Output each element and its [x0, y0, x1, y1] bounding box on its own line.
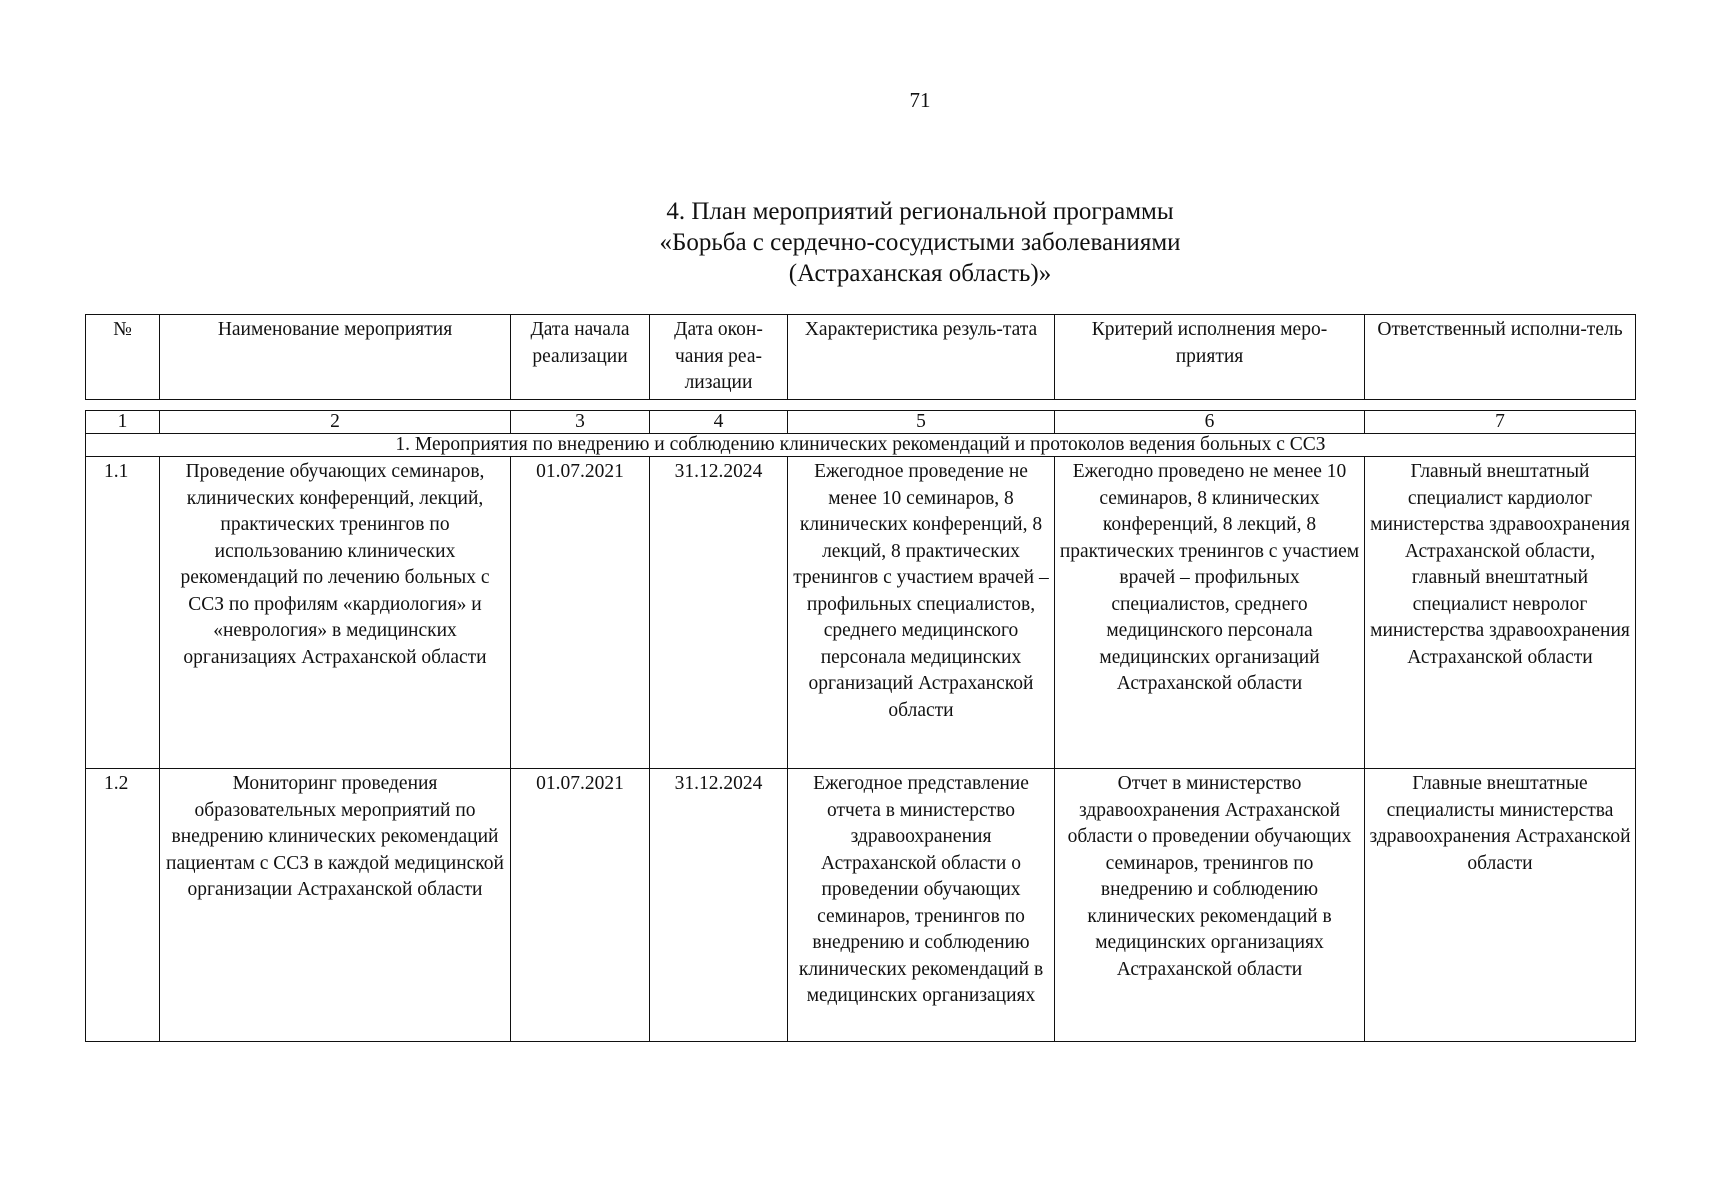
- title-line-2: «Борьба с сердечно-сосудистыми заболеваниями: [659, 229, 1181, 256]
- row-end-date: 31.12.2024: [650, 457, 788, 769]
- header-name: Наименование мероприятия: [160, 315, 511, 400]
- row-start-date: 01.07.2021: [511, 457, 650, 769]
- row-number: 1.2: [86, 769, 160, 1042]
- row-criterion: Отчет в министерство здравоохранения Астраханской области о проведении обучающих семинаров, тренингов по внедрению и соблюдению клинических рекомендаций в медицинских организациях Астраханской области: [1055, 769, 1365, 1042]
- row-result: Ежегодное проведение не менее 10 семинаров, 8 клинических конференций, 8 лекций, 8 практических тренингов с участием врачей – профильных специалистов, среднего медицинского персонала медицинских организаций Астраханской области: [788, 457, 1055, 769]
- column-number-row: [86, 411, 1636, 434]
- table-row: [86, 769, 1636, 1042]
- section-title: 1. Мероприятия по внедрению и соблюдению клинических рекомендаций и протоколов ведения больных с ССЗ: [86, 434, 1636, 457]
- column-number: 5: [788, 411, 1055, 434]
- column-number: 1: [86, 411, 160, 434]
- column-number: 2: [160, 411, 511, 434]
- row-responsible: Главные внештатные специалисты министерства здравоохранения Астраханской области: [1365, 769, 1636, 1042]
- title-line-3: (Астраханская область)»: [788, 260, 1052, 287]
- page-number: 71: [909, 88, 931, 112]
- column-number: 4: [650, 411, 788, 434]
- row-start-date: 01.07.2021: [511, 769, 650, 1042]
- header-criterion: Критерий исполнения меро-приятия: [1055, 315, 1365, 400]
- column-number: 6: [1055, 411, 1365, 434]
- row-name: Проведение обучающих семинаров, клинических конференций, лекций, практических тренингов по использованию клинических рекомендаций по лечению больных с ССЗ по профилям «кардиология» и «неврология» в медицинских организациях Астраханской области: [160, 457, 511, 769]
- plan-table: [85, 410, 1636, 1042]
- column-number: 3: [511, 411, 650, 434]
- document-title: [0, 196, 1719, 289]
- header-result: Характеристика резуль-тата: [788, 315, 1055, 400]
- row-responsible: Главный внештатный специалист кардиолог министерства здравоохранения Астраханской области, главный внештатный специалист невролог министерства здравоохранения Астраханской области: [1365, 457, 1636, 769]
- table-row: [86, 457, 1636, 769]
- header-responsible: Ответственный исполни-тель: [1365, 315, 1636, 400]
- header-start-date: Дата начала реализации: [511, 315, 650, 400]
- row-number: 1.1: [86, 457, 160, 769]
- row-name: Мониторинг проведения образовательных мероприятий по внедрению клинических рекомендаций пациентам с ССЗ в каждой медицинской организации Астраханской области: [160, 769, 511, 1042]
- header-row: [86, 315, 1636, 400]
- row-criterion: Ежегодно проведено не менее 10 семинаров, 8 клинических конференций, 8 лекций, 8 практических тренингов с участием врачей – профильных специалистов, среднего медицинского персонала медицинских организаций Астраханской области: [1055, 457, 1365, 769]
- header-end-date: Дата окон-чания реа-лизации: [650, 315, 788, 400]
- table-header: [85, 314, 1636, 400]
- row-end-date: 31.12.2024: [650, 769, 788, 1042]
- row-result: Ежегодное представление отчета в министерство здравоохранения Астраханской области о проведении обучающих семинаров, тренингов по внедрению и соблюдению клинических рекомендаций в медицинских организациях: [788, 769, 1055, 1042]
- column-number: 7: [1365, 411, 1636, 434]
- title-line-1: 4. План мероприятий региональной программы: [666, 198, 1174, 225]
- section-row: [86, 434, 1636, 457]
- header-no: №: [86, 315, 160, 400]
